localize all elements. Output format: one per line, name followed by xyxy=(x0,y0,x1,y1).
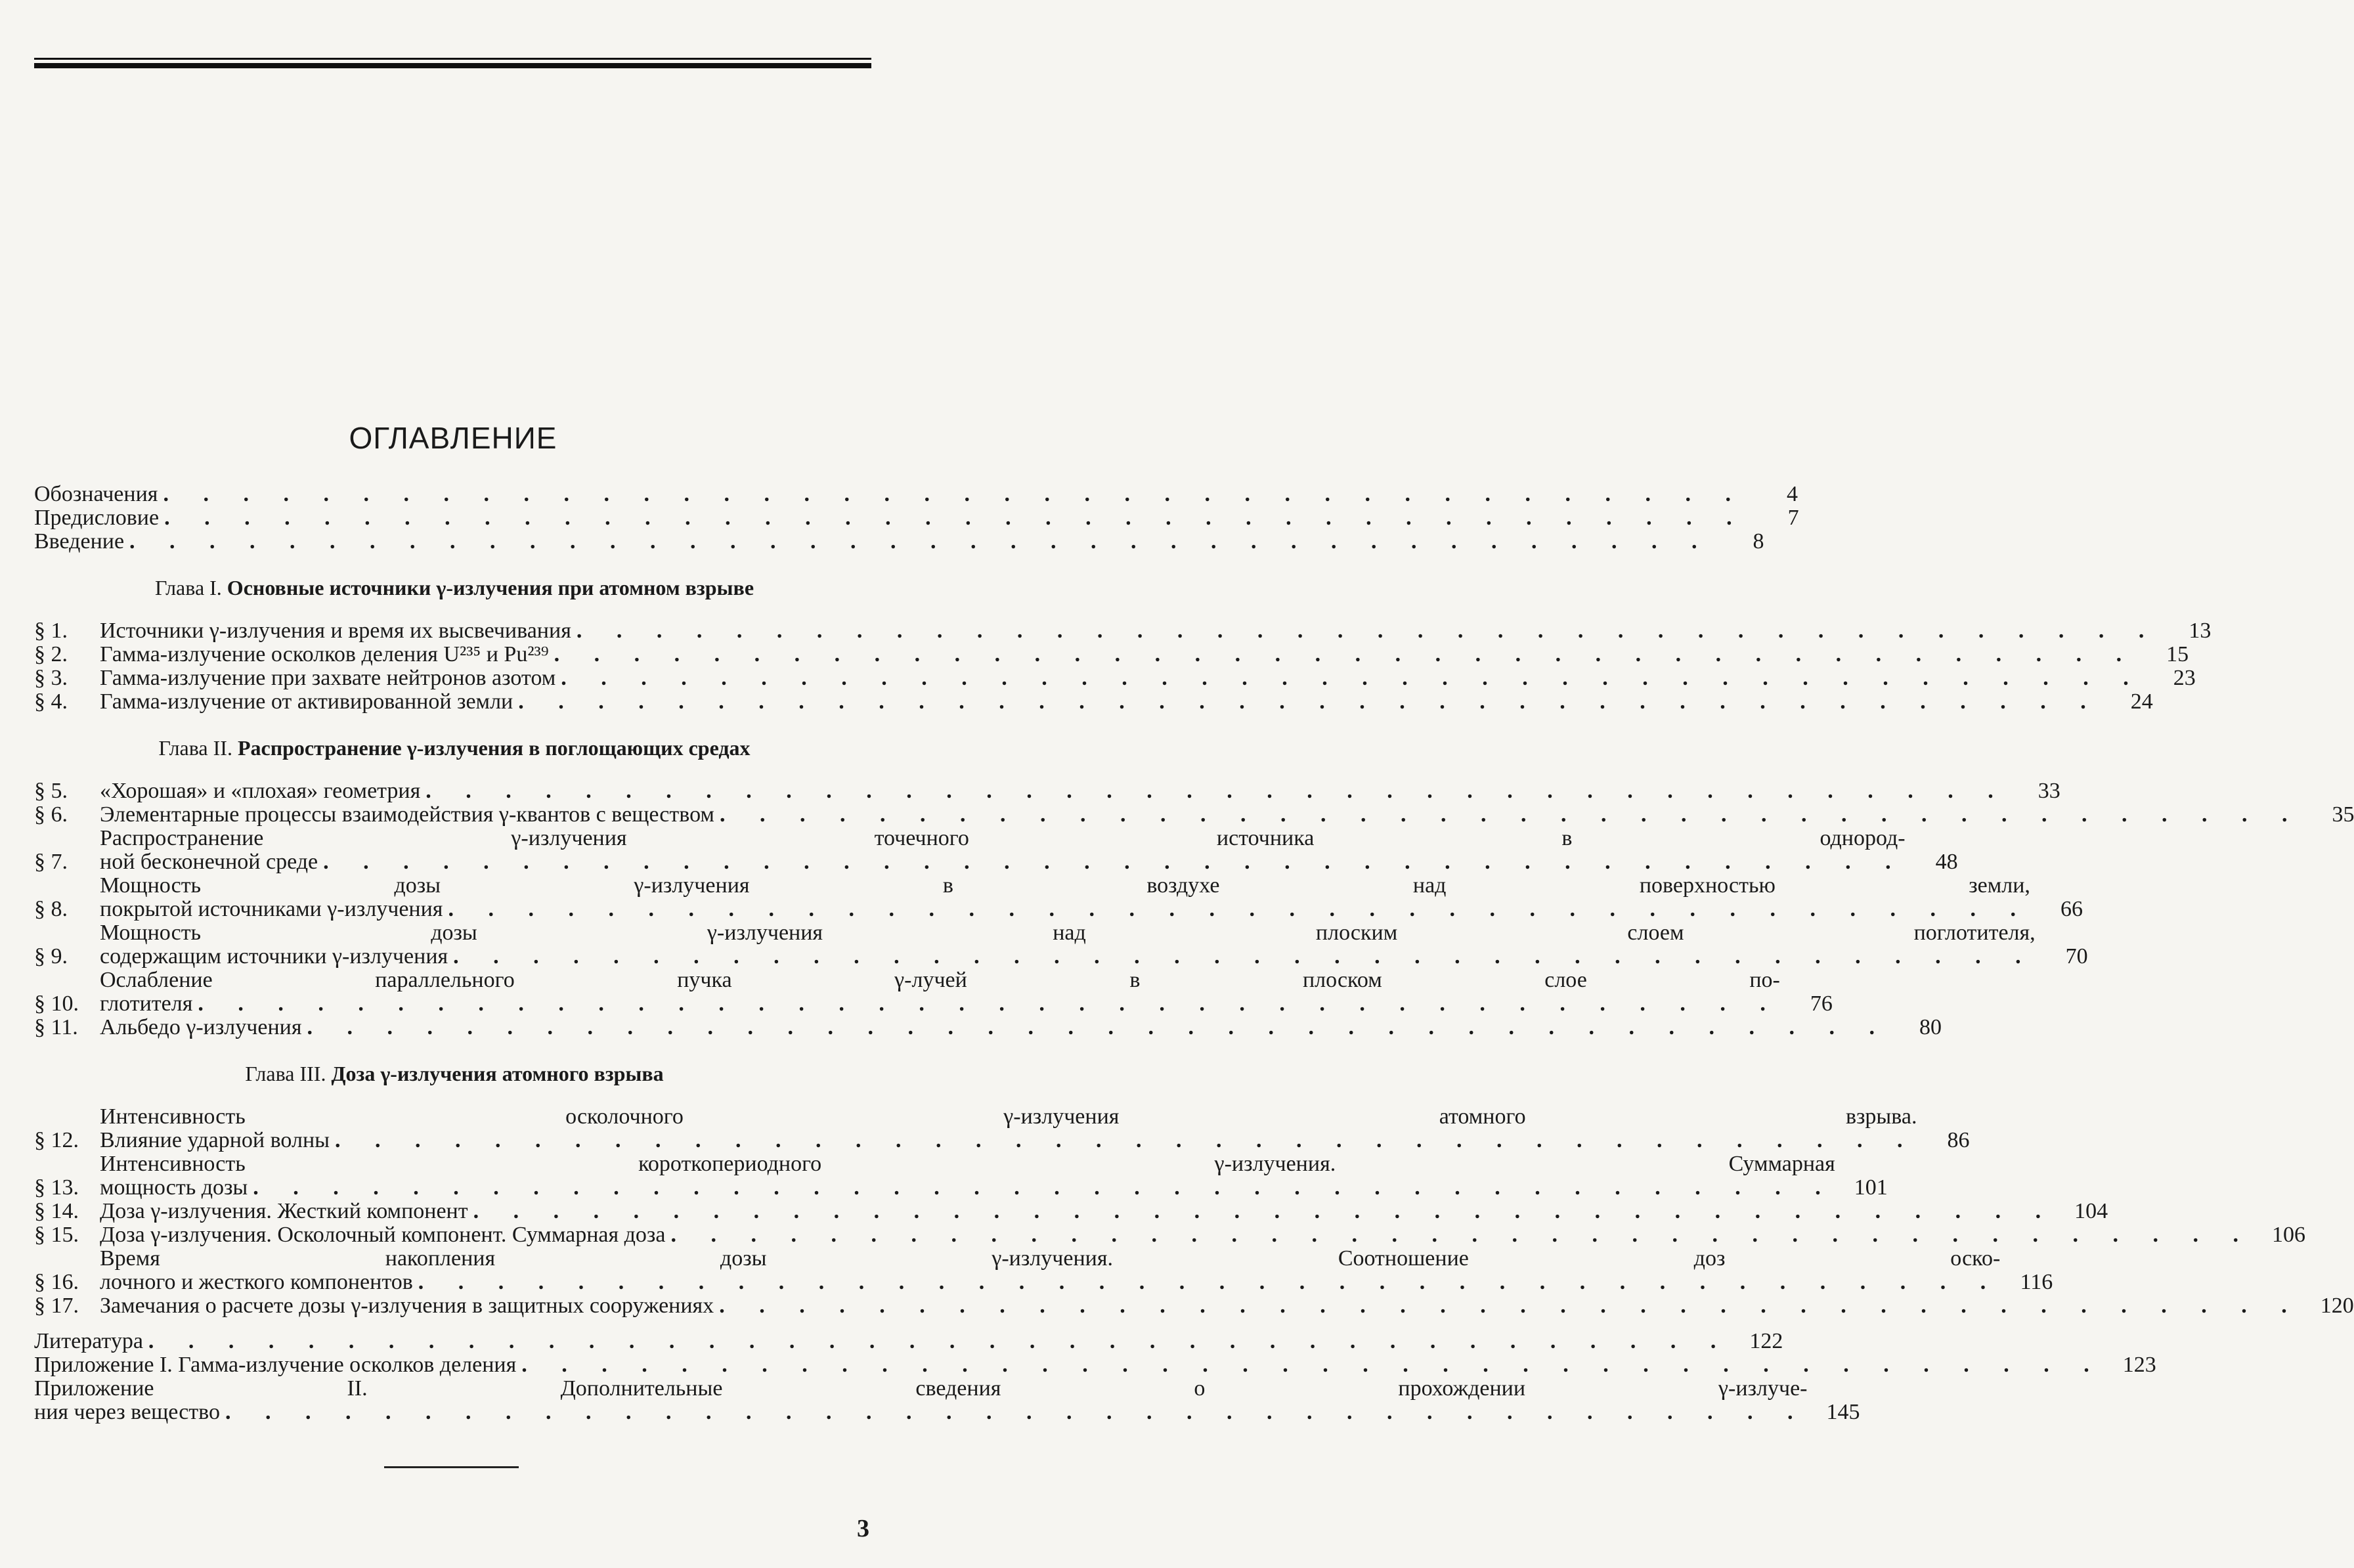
leader-dots: . . . . . . . . . . . . . . . . . . . . . . . . . . . . . . . . . . . . . . . . xyxy=(554,642,2137,666)
entry-title-line: покрытой источниками γ-излучения xyxy=(100,897,443,921)
leader-dots: . . . . . . . . . . . . . . . . . . . . . . . . . . . . . . . . . . . . . . . . xyxy=(473,1199,2056,1223)
page-ref: 80 xyxy=(1919,1015,1942,1039)
toc-entry xyxy=(34,529,1764,554)
section-number: § 16. xyxy=(34,1270,79,1294)
leader-dots: . . . . . . . . . . . . . . . . . . . . . . . . . . . . . . . . . . . . . . . . xyxy=(576,619,2159,643)
toc-entry xyxy=(34,666,2196,690)
entry-title-block xyxy=(34,1377,1808,1424)
leader-dots: . . . . . . . . . . . . . . . . . . . . . . . . . . . . . . . . . . . . . . . . xyxy=(521,1353,2104,1377)
entry-title-line: Распространение γ-излучения точечного источника в однород- xyxy=(100,826,1906,850)
table-of-contents xyxy=(34,482,2354,1424)
chapter-title: Распространение γ-излучения в поглощающих средах xyxy=(237,736,751,760)
leader-dots: . . . . . . . . . . . . . . . . . . . . . . . . . . . . . . . . . . . . . . . . xyxy=(129,529,1712,554)
entry-title: Предисловие xyxy=(34,506,160,530)
toc-entry xyxy=(34,642,2189,666)
page-ref: 120 xyxy=(2320,1294,2354,1318)
entry-title-block xyxy=(100,827,1906,874)
entry-title: Доза γ-излучения. Осколочный компонент. Суммарная доза xyxy=(100,1223,666,1247)
section-number: § 2. xyxy=(34,642,68,666)
page-ref: 66 xyxy=(2060,897,2083,921)
toc-entry xyxy=(34,826,1958,874)
entry-body xyxy=(100,1294,2301,1318)
entry-body xyxy=(34,530,1712,554)
entry-title: Литература xyxy=(34,1329,143,1353)
entry-body xyxy=(100,666,2143,690)
toc-entry xyxy=(34,482,1798,506)
section-number: § 8. xyxy=(34,897,68,921)
entry-body xyxy=(100,643,2136,666)
chapter-label: Глава III. xyxy=(245,1062,326,1085)
toc-entry xyxy=(34,1353,2156,1377)
entry-title-line: Влияние ударной волны xyxy=(100,1128,330,1152)
entry-title: Альбедо γ-излучения xyxy=(100,1015,302,1039)
leader-dots: . . . . . . . . . . . . . . . . . . . . . . . . . . . . . . . . . . . . . . . . xyxy=(323,850,1906,874)
toc-entry xyxy=(34,1294,2354,1318)
leader-dots: . . . . . . . . . . . . . . . . . . . . . . . . . . . . . . . . . . . . . . . . xyxy=(561,666,2143,690)
section-number: § 17. xyxy=(34,1294,79,1318)
entry-title: Введение xyxy=(34,529,125,554)
leader-dots: . . . . . . . . . . . . . . . . . . . . . . . . . . . . . . . . . . . . . . . . xyxy=(148,1329,1731,1353)
entry-title-last xyxy=(34,1401,1808,1424)
spacer xyxy=(34,1318,875,1330)
entry-body xyxy=(100,690,2101,714)
entry-title: Элементарные процессы взаимодействия γ-квантов с веществом xyxy=(100,802,714,827)
entry-title-last xyxy=(100,898,2030,921)
toc-entry xyxy=(34,1199,2108,1223)
entry-title-last xyxy=(100,992,1780,1016)
page-ref: 7 xyxy=(1787,506,1799,530)
toc-entry xyxy=(34,968,1833,1016)
page-ref: 101 xyxy=(1854,1175,1888,1200)
toc-entry xyxy=(34,1223,2305,1247)
entry-title-line: мощность дозы xyxy=(100,1175,248,1200)
toc-entry xyxy=(34,1246,2053,1294)
entry-body xyxy=(34,483,1745,506)
entry-title-line: Приложение II. Дополнительные сведения о прохождении γ-излуче- xyxy=(34,1376,1808,1401)
entry-title: Обозначения xyxy=(34,482,158,506)
entry-body xyxy=(100,1223,2253,1247)
entry-title: Приложение I. Гамма-излучение осколков деления xyxy=(34,1353,517,1377)
page-ref: 145 xyxy=(1826,1400,1860,1424)
section-number: § 9. xyxy=(34,944,68,969)
leader-dots: . . . . . . . . . . . . . . . . . . . . . . . . . . . . . . . . . . . . . . . . xyxy=(425,779,2008,803)
entry-body xyxy=(100,1247,2000,1294)
entry-title-block xyxy=(100,1105,1917,1152)
chapter-title: Основные источники γ-излучения при атомном взрыве xyxy=(227,576,754,599)
leader-dots: . . . . . . . . . . . . . . . . . . . . . . . . . . . . . . . . . . . . . . . . xyxy=(719,802,2302,827)
entry-body xyxy=(100,779,2008,803)
entry-title: Гамма-излучение осколков деления U²³⁵ и Pu²³⁹ xyxy=(100,642,549,666)
entry-title: Гамма-излучение от активированной земли xyxy=(100,689,513,714)
page-ref: 4 xyxy=(1786,482,1798,506)
section-number: § 6. xyxy=(34,802,68,827)
entry-title-block xyxy=(100,874,2030,921)
entry-title-block xyxy=(100,921,2036,969)
entry-body xyxy=(100,969,1780,1016)
leader-dots: . . . . . . . . . . . . . . . . . . . . . . . . . . . . . . . . . . . . . . . . xyxy=(418,1270,2001,1294)
section-number: § 13. xyxy=(34,1175,79,1200)
page-ref: 104 xyxy=(2074,1199,2108,1223)
leader-dots: . . . . . . . . . . . . . . . . . . . . . . . . . . . . . . . . . . . . . . . . xyxy=(198,991,1780,1016)
entry-title-line: Ослабление параллельного пучка γ-лучей в плоском слое по- xyxy=(100,968,1780,992)
leader-dots: . . . . . . . . . . . . . . . . . . . . . . . . . . . . . . . . . . . . . . . . xyxy=(670,1223,2253,1247)
page-ref: 116 xyxy=(2020,1270,2053,1294)
entry-title-line: Интенсивность осколочного γ-излучения атомного взрыва. xyxy=(100,1104,1917,1129)
entry-title: Гамма-излучение при захвате нейтронов азотом xyxy=(100,666,556,690)
section-number: § 11. xyxy=(34,1015,78,1039)
chapter-heading xyxy=(34,1062,875,1085)
entry-body xyxy=(34,1353,2104,1377)
leader-dots: . . . . . . . . . . . . . . . . . . . . . . . . . . . . . . . . . . . . . . . . xyxy=(719,1294,2301,1318)
entry-body xyxy=(34,1330,1730,1353)
section-number: § 7. xyxy=(34,850,68,874)
entry-title-line: Время накопления дозы γ-излучения. Соотношение доз оско- xyxy=(100,1246,2001,1271)
entry-title-line: ной бесконечной среде xyxy=(100,850,318,874)
leader-dots: . . . . . . . . . . . . . . . . . . . . . . . . . . . . . . . . . . . . . . . . xyxy=(448,897,2030,921)
entry-title-line: ния через вещество xyxy=(34,1400,220,1424)
leader-dots: . . . . . . . . . . . . . . . . . . . . . . . . . . . . . . . . . . . . . . . . xyxy=(164,506,1747,530)
page-ref: 33 xyxy=(2038,779,2060,803)
top-rule-thin xyxy=(34,58,871,60)
entry-title-block xyxy=(100,1247,2000,1294)
page-ref: 122 xyxy=(1749,1329,1783,1353)
leader-dots: . . . . . . . . . . . . . . . . . . . . . . . . . . . . . . . . . . . . . . . . xyxy=(518,689,2101,714)
toc-entry xyxy=(34,1376,1860,1424)
bottom-rule xyxy=(384,1466,519,1468)
page-ref: 24 xyxy=(2130,689,2153,714)
entry-body xyxy=(100,1200,2055,1223)
chapter-label: Глава II. xyxy=(158,736,232,760)
entry-body xyxy=(100,874,2030,921)
section-number: § 12. xyxy=(34,1128,79,1152)
entry-title-block xyxy=(100,1152,1835,1200)
section-number: § 10. xyxy=(34,991,79,1016)
entry-title-line: Интенсивность короткопериодного γ-излучения. Суммарная xyxy=(100,1152,1835,1176)
section-number: § 3. xyxy=(34,666,68,690)
entry-body xyxy=(100,1152,1835,1200)
leader-dots: . . . . . . . . . . . . . . . . . . . . . . . . . . . . . . . . . . . . . . . . xyxy=(334,1128,1917,1152)
toc-entry xyxy=(34,1015,1942,1039)
page-ref: 13 xyxy=(2189,619,2212,643)
entry-body xyxy=(100,1016,1889,1039)
section-number: § 15. xyxy=(34,1223,79,1247)
entry-body xyxy=(100,803,2301,827)
entry-body xyxy=(100,921,2036,969)
chapter-heading xyxy=(34,576,875,599)
page-ref: 106 xyxy=(2271,1223,2305,1247)
page-ref: 48 xyxy=(1935,850,1958,874)
section-number: § 4. xyxy=(34,689,68,714)
page-ref: 15 xyxy=(2166,642,2189,666)
toc-entry xyxy=(34,506,1799,530)
page-ref: 123 xyxy=(2122,1353,2156,1377)
page-ref: 8 xyxy=(1753,529,1764,554)
entry-title-last xyxy=(100,1176,1835,1200)
toc-entry xyxy=(34,802,2354,827)
page-ref: 76 xyxy=(1810,991,1833,1016)
leader-dots: . . . . . . . . . . . . . . . . . . . . . . . . . . . . . . . . . . . . . . . . xyxy=(453,944,2036,969)
entry-title-last xyxy=(100,945,2036,969)
top-rule-thick xyxy=(34,63,871,68)
toc-entry xyxy=(34,779,2060,803)
toc-entry xyxy=(34,1104,1970,1152)
entry-body xyxy=(34,1377,1808,1424)
chapter-label: Глава I. xyxy=(154,576,222,599)
entry-body xyxy=(100,619,2158,643)
entry-title-last xyxy=(100,850,1906,874)
entry-title-last xyxy=(100,1271,2000,1294)
chapter-heading xyxy=(34,736,875,760)
leader-dots: . . . . . . . . . . . . . . . . . . . . . . . . . . . . . . . . . . . . . . . . xyxy=(225,1400,1808,1424)
page-ref: 35 xyxy=(2332,802,2354,827)
page-title: ОГЛАВЛЕНИЕ xyxy=(349,421,557,455)
entry-title: Источники γ-излучения и время их высвечивания xyxy=(100,619,571,643)
entry-body xyxy=(100,827,1906,874)
page-ref: 70 xyxy=(2065,944,2088,969)
page-number: 3 xyxy=(857,1515,869,1542)
entry-title-line: содержащим источники γ-излучения xyxy=(100,944,448,969)
entry-title-line: лочного и жесткого компонентов xyxy=(100,1270,413,1294)
leader-dots: . . . . . . . . . . . . . . . . . . . . . . . . . . . . . . . . . . . . . . . . xyxy=(163,482,1745,506)
toc-entry xyxy=(34,1329,1783,1353)
entry-title-line: глотителя xyxy=(100,991,193,1016)
entry-title: Замечания о расчете дозы γ-излучения в защитных сооружениях xyxy=(100,1294,714,1318)
leader-dots: . . . . . . . . . . . . . . . . . . . . . . . . . . . . . . . . . . . . . . . . xyxy=(253,1175,1835,1200)
toc-entry xyxy=(34,921,2088,969)
entry-title-last xyxy=(100,1129,1917,1152)
entry-title: Доза γ-излучения. Жесткий компонент xyxy=(100,1199,468,1223)
toc-entry xyxy=(34,619,2212,643)
section-number: § 1. xyxy=(34,619,68,643)
chapter-title: Доза γ-излучения атомного взрыва xyxy=(331,1062,664,1085)
entry-body xyxy=(34,506,1747,530)
section-number: § 14. xyxy=(34,1199,79,1223)
entry-body xyxy=(100,1105,1917,1152)
entry-title: «Хорошая» и «плохая» геометрия xyxy=(100,779,421,803)
page-ref: 86 xyxy=(1947,1128,1970,1152)
toc-entry xyxy=(34,873,2083,921)
entry-title-line: Мощность дозы γ-излучения над плоским слоем поглотителя, xyxy=(100,921,2036,945)
entry-title-block xyxy=(100,969,1780,1016)
entry-title-line: Мощность дозы γ-излучения в воздухе над поверхностью земли, xyxy=(100,873,2030,898)
toc-entry xyxy=(34,689,2153,714)
page-ref: 23 xyxy=(2173,666,2196,690)
toc-entry xyxy=(34,1152,1888,1200)
leader-dots: . . . . . . . . . . . . . . . . . . . . . . . . . . . . . . . . . . . . . . . . xyxy=(307,1015,1889,1039)
section-number: § 5. xyxy=(34,779,68,803)
